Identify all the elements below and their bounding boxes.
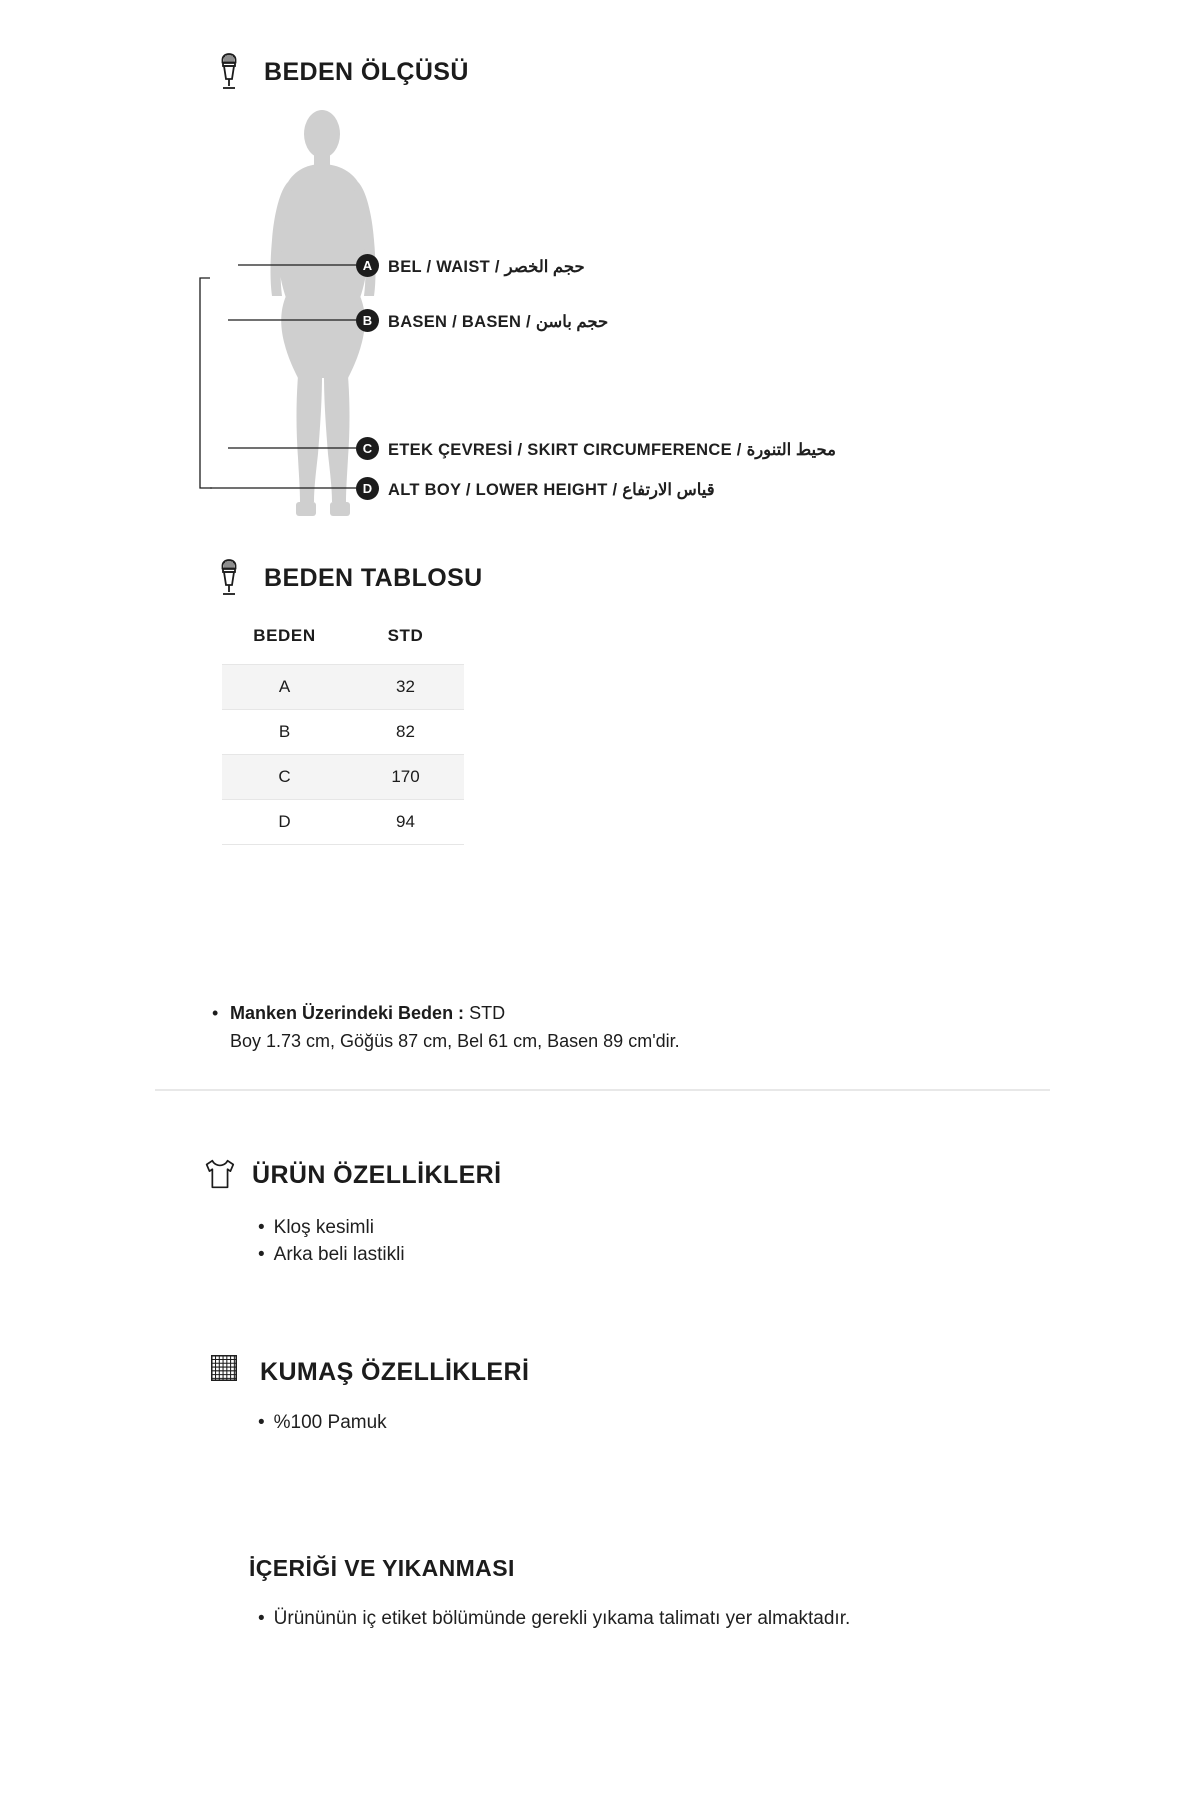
cell-size-value: 170 [347,755,464,800]
bullet-icon: • [258,1217,265,1238]
cell-size-code: C [222,755,347,800]
bullet-icon: • [212,1003,219,1023]
list-item-label: Arka beli lastikli [273,1243,405,1265]
column-header-std: STD [387,626,424,645]
cell-size-value: 82 [347,710,464,755]
callout-label-d: ALT BOY / LOWER HEIGHT / قياس الارتفاع [388,481,715,499]
measurement-diagram [150,110,1100,550]
bullet-icon: • [258,1243,265,1265]
callout-label-b: BASEN / BASEN / حجم باسن [388,313,609,331]
callout-label-a: BEL / WAIST / حجم الخصر [388,258,585,276]
size-measure-title: BEDEN ÖLÇÜSÜ [264,57,469,86]
care-heading: İÇERİĞİ VE YIKANMASI [249,1555,515,1581]
list-item [258,1412,387,1434]
model-size-label: Manken Üzerindeki Beden : [230,1003,465,1023]
model-size-line [230,1000,1012,1028]
tshirt-icon [200,1155,234,1195]
size-table-heading [212,558,483,598]
list-item-label: %100 Pamuk [273,1412,387,1433]
model-measurements-note [212,1000,1012,1056]
callout-badge-d: D [356,477,379,500]
fabric-features-title: KUMAŞ ÖZELLİKLERİ [260,1357,530,1386]
cell-size-value: 94 [347,800,464,845]
table-row [222,710,464,755]
tailor-dummy-icon [212,52,246,92]
fabric-features-heading [208,1352,529,1392]
column-header-beden: BEDEN [253,626,316,645]
cell-size-code: B [222,710,347,755]
callout-badge-b: B [356,309,379,332]
cell-size-value: 32 [347,665,464,710]
size-measure-heading [212,52,469,92]
callout-label-c: ETEK ÇEVRESİ / SKIRT CIRCUMFERENCE / محيط التنورة [388,441,836,459]
table-row [222,800,464,845]
cell-size-code: A [222,665,347,710]
model-size-value: STD [469,1003,506,1023]
bullet-icon: • [258,1412,265,1433]
callout-badge-c: C [356,437,379,460]
list-item [258,1215,405,1242]
size-chart-table [222,618,464,845]
section-divider [155,1089,1050,1091]
fabric-features-list [258,1412,387,1434]
table-row [222,665,464,710]
fabric-swatch-icon [208,1352,242,1392]
model-body-measurements: Boy 1.73 cm, Göğüs 87 cm, Bel 61 cm, Basen 89 cm'dir. [230,1030,680,1051]
table-header-row [222,618,464,665]
bullet-icon: • [258,1608,265,1629]
size-table-title: BEDEN TABLOSU [264,563,483,592]
tailor-dummy-icon [212,558,246,598]
list-item [258,1605,918,1633]
cell-size-code: D [222,800,347,845]
list-item-label: Ürününün iç etiket bölümünde gerekli yıkama talimatı yer almaktadır. [273,1608,851,1629]
list-item-label: Kloş kesimli [273,1217,374,1238]
table-row [222,755,464,800]
care-list [258,1605,918,1633]
product-features-list [258,1215,405,1269]
product-features-heading [200,1155,501,1195]
callout-badge-a: A [356,254,379,277]
list-item [258,1242,405,1269]
product-features-title: ÜRÜN ÖZELLİKLERİ [252,1160,502,1189]
